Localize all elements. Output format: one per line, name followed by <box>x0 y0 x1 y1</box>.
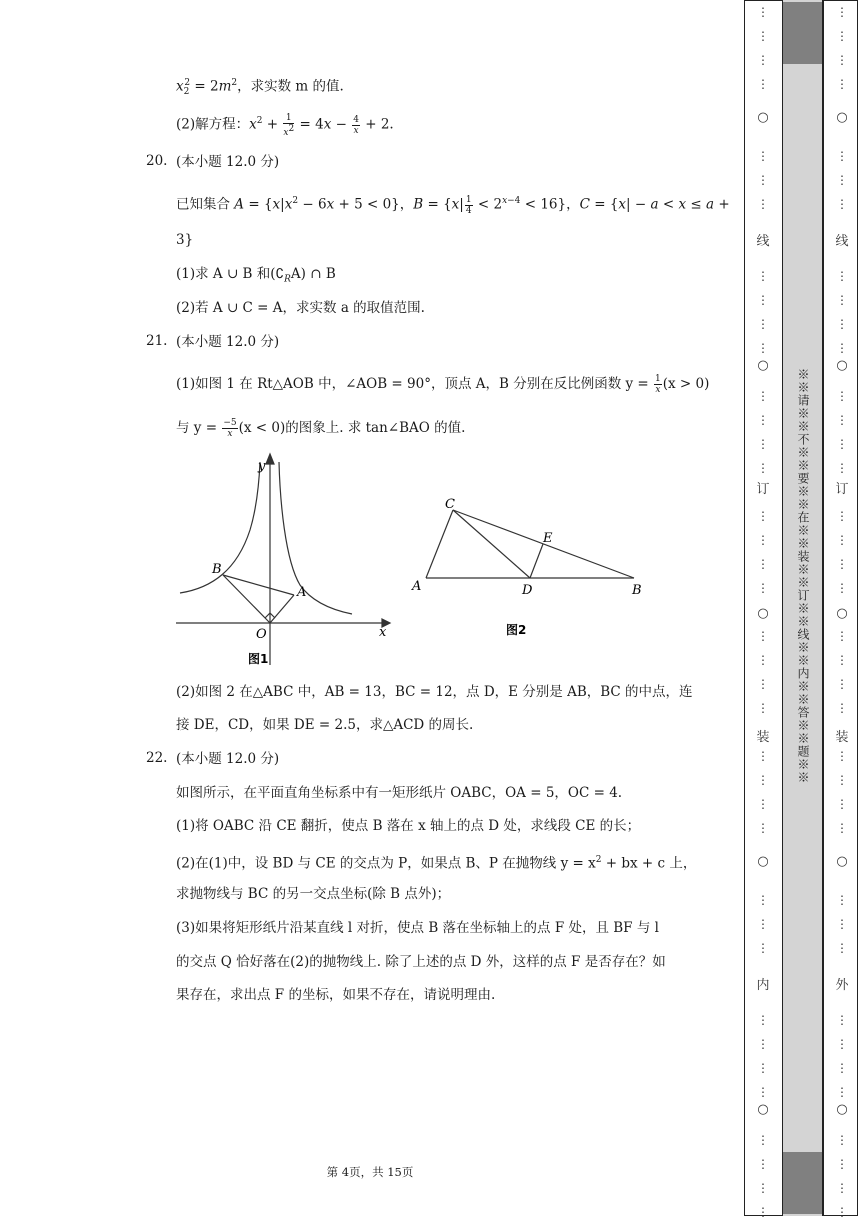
binding-dots: ⋮ <box>757 29 769 43</box>
binding-dots: ⋮ <box>836 653 848 667</box>
binding-dots: ⋮ <box>757 341 769 355</box>
binding-dots: ⋮ <box>836 1061 848 1075</box>
fig1-label-B: B <box>212 562 222 577</box>
binding-dots: ⋮ <box>836 341 848 355</box>
binding-dots: ⋮ <box>836 1157 848 1171</box>
fig2-label-B: B <box>632 583 642 598</box>
figure-1 <box>172 450 392 670</box>
binding-dots: ⋮ <box>757 773 769 787</box>
binding-dots: ⋮ <box>836 917 848 931</box>
binding-dots: ⋮ <box>836 437 848 451</box>
q21-part1-cont: 与 y = $\frac{-5}{x}$ (x < 0)的图象上. 求 tan∠BAO 的值. <box>176 418 466 439</box>
binding-dots: ⋮ <box>836 293 848 307</box>
binding-left-column <box>753 0 773 1219</box>
binding-dots: ⋮ <box>757 149 769 163</box>
binding-dots: ⋮ <box>757 917 769 931</box>
fig2-label-C: C <box>445 497 455 512</box>
binding-dots: ⋮ <box>836 1133 848 1147</box>
binding-dots: ⋮ <box>757 581 769 595</box>
binding-dots: ⋮ <box>836 557 848 571</box>
binding-mark: 线 <box>756 234 770 249</box>
top-dark-block <box>783 2 822 64</box>
fig1-label-O: O <box>256 627 267 642</box>
binding-dots: ⋮ <box>836 5 848 19</box>
binding-dots: ⋮ <box>757 1205 769 1219</box>
q22-intro: 如图所示，在平面直角坐标系中有一矩形纸片 OABC，OA = 5，OC = 4. <box>176 785 623 801</box>
binding-dots: ⋮ <box>836 893 848 907</box>
q21-score: (本小题 12.0 分) <box>176 334 280 350</box>
q22-number: 22. <box>146 750 168 766</box>
binding-dots: ⋮ <box>757 1013 769 1027</box>
binding-dots: ⋮ <box>757 749 769 763</box>
q22-sub2: (2)在(1)中，设 BD 与 CE 的交点为 P，如果点 B、P 在抛物线 $y = x^2$ + bx + c 上， <box>176 855 697 872</box>
binding-dots: ⋮ <box>836 389 848 403</box>
binding-circle: ○ <box>836 854 848 869</box>
binding-dots: ⋮ <box>836 413 848 427</box>
binding-dots: ⋮ <box>836 821 848 835</box>
bottom-dark-block <box>783 1152 822 1214</box>
binding-dots: ⋮ <box>757 389 769 403</box>
binding-dots: ⋮ <box>757 461 769 475</box>
binding-dots: ⋮ <box>757 1157 769 1171</box>
binding-dots: ⋮ <box>836 677 848 691</box>
binding-dots: ⋮ <box>836 197 848 211</box>
binding-dots: ⋮ <box>836 1013 848 1027</box>
y-axis-arrow <box>266 454 274 464</box>
page-footer: 第 4页，共 15页 <box>326 1165 414 1179</box>
q20-sets: 已知集合 $A = \{x|x^2 - 6x + 5 < 0\}$，B = {x| $\frac{1}{4}$ < $2^{x-4} < 16$}，C = {x| − a < x ≤ a + <box>176 194 730 216</box>
binding-circle: ○ <box>757 110 769 125</box>
binding-mark: 装 <box>756 730 770 745</box>
binding-dots: ⋮ <box>757 173 769 187</box>
binding-circle: ○ <box>836 358 848 373</box>
binding-dots: ⋮ <box>757 1181 769 1195</box>
binding-dots: ⋮ <box>757 1037 769 1051</box>
binding-circle: ○ <box>836 606 848 621</box>
binding-circle: ○ <box>757 854 769 869</box>
fig1-caption: 图1 <box>248 652 269 666</box>
binding-dots: ⋮ <box>836 149 848 163</box>
q21-number: 21. <box>146 333 168 349</box>
fig2-caption: 图2 <box>506 623 527 637</box>
binding-dots: ⋮ <box>757 53 769 67</box>
binding-dots: ⋮ <box>836 317 848 331</box>
binding-dots: ⋮ <box>836 941 848 955</box>
binding-dots: ⋮ <box>757 1061 769 1075</box>
binding-mark: 订 <box>756 482 770 497</box>
binding-dots: ⋮ <box>757 509 769 523</box>
binding-dots: ⋮ <box>757 533 769 547</box>
fig1-label-y: y <box>258 459 266 474</box>
binding-dots: ⋮ <box>757 77 769 91</box>
binding-dots: ⋮ <box>836 1205 848 1219</box>
binding-circle: ○ <box>757 1102 769 1117</box>
binding-dots: ⋮ <box>757 557 769 571</box>
q21-part1: (1)如图 1 在 Rt△AOB 中，∠AOB = 90°，顶点 A，B 分别在反比例函数 y = $\frac{1}{x}$ (x > 0) <box>176 374 710 395</box>
binding-dots: ⋮ <box>836 1085 848 1099</box>
fig2-label-E: E <box>543 531 553 546</box>
binding-dots: ⋮ <box>836 749 848 763</box>
binding-dots: ⋮ <box>757 893 769 907</box>
binding-dots: ⋮ <box>757 941 769 955</box>
fig2-label-A: A <box>412 579 422 594</box>
q20-sets-cont: 3} <box>176 232 194 248</box>
binding-dots: ⋮ <box>836 533 848 547</box>
binding-dots: ⋮ <box>836 581 848 595</box>
binding-dots: ⋮ <box>757 677 769 691</box>
q22-sub3: (3)如果将矩形纸片沿某直线 l 对折，使点 B 落在坐标轴上的点 F 处，且 BF 与 l <box>176 920 659 936</box>
q20-number: 20. <box>146 153 168 169</box>
fig1-label-x: x <box>379 625 387 640</box>
fig2-label-D: D <box>522 583 533 598</box>
segment-AB <box>223 575 294 595</box>
q19-part2: (2)解方程：$x^2$ + $\frac{1}{x^2}$ = 4x − $\frac{4}{x}$ + 2. <box>176 112 394 138</box>
binding-mark: 订 <box>835 482 849 497</box>
binding-dots: ⋮ <box>836 461 848 475</box>
binding-dots: ⋮ <box>757 629 769 643</box>
q20-score: (本小题 12.0 分) <box>176 154 280 170</box>
binding-dots: ⋮ <box>757 653 769 667</box>
binding-dots: ⋮ <box>836 53 848 67</box>
binding-circle: ○ <box>836 110 848 125</box>
binding-dots: ⋮ <box>836 1037 848 1051</box>
binding-dots: ⋮ <box>757 317 769 331</box>
q22-score: (本小题 12.0 分) <box>176 751 280 767</box>
binding-dots: ⋮ <box>757 269 769 283</box>
segment-AC <box>426 510 453 578</box>
binding-dots: ⋮ <box>757 701 769 715</box>
q22-sub3-cont2: 果存在，求出点 F 的坐标，如果不存在，请说明理由. <box>176 987 496 1003</box>
binding-dots: ⋮ <box>836 701 848 715</box>
binding-dots: ⋮ <box>836 29 848 43</box>
binding-circle: ○ <box>757 606 769 621</box>
binding-mark: 内 <box>756 978 770 993</box>
binding-mark: 线 <box>835 234 849 249</box>
binding-right-column <box>832 0 852 1219</box>
segment-CD <box>453 510 530 578</box>
binding-dots: ⋮ <box>836 629 848 643</box>
binding-dots: ⋮ <box>757 5 769 19</box>
binding-dots: ⋮ <box>836 77 848 91</box>
q22-sub1: (1)将 OABC 沿 CE 翻折，使点 B 落在 x 轴上的点 D 处，求线段 CE 的长； <box>176 818 641 834</box>
binding-dots: ⋮ <box>836 509 848 523</box>
q20-sub1: (1)求 A ∪ B 和$(∁_RA)$ ∩ B <box>176 266 336 285</box>
binding-warning: ※※请※※不※※要※※在※※装※※订※※线※※内※※答※※题※※ <box>796 368 810 784</box>
binding-circle: ○ <box>757 358 769 373</box>
right-hyperbola <box>279 462 352 614</box>
binding-mark: 装 <box>835 730 849 745</box>
binding-mark: 外 <box>835 978 849 993</box>
binding-dots: ⋮ <box>757 197 769 211</box>
binding-circle: ○ <box>836 1102 848 1117</box>
binding-dots: ⋮ <box>836 173 848 187</box>
q22-sub3-cont1: 的交点 Q 恰好落在(2)的抛物线上. 除了上述的点 D 外，这样的点 F 是否存在？如 <box>176 954 666 970</box>
q21-part2-cont: 接 DE，CD，如果 DE = 2.5，求△ACD 的周长. <box>176 717 474 733</box>
binding-dots: ⋮ <box>836 773 848 787</box>
q20-sub2: (2)若 A ∪ C = A，求实数 a 的取值范围. <box>176 300 425 316</box>
binding-dots: ⋮ <box>757 1133 769 1147</box>
figure-2 <box>408 490 648 650</box>
binding-dots: ⋮ <box>757 437 769 451</box>
binding-dots: ⋮ <box>757 797 769 811</box>
fig1-label-A: A <box>297 585 307 600</box>
binding-dots: ⋮ <box>757 413 769 427</box>
binding-dots: ⋮ <box>757 1085 769 1099</box>
binding-dots: ⋮ <box>757 821 769 835</box>
binding-dots: ⋮ <box>836 1181 848 1195</box>
q21-part2: (2)如图 2 在△ABC 中，AB = 13，BC = 12，点 D，E 分别是 AB，BC 的中点，连 <box>176 684 693 700</box>
q19-continued-line: $x_2^2 = 2m^2$，求实数 m 的值. <box>176 78 344 98</box>
binding-dots: ⋮ <box>836 797 848 811</box>
q22-sub2-cont: 求抛物线与 BC 的另一交点坐标(除 B 点外)； <box>176 886 451 902</box>
binding-dots: ⋮ <box>836 269 848 283</box>
segment-DE <box>530 544 543 578</box>
segment-OA <box>270 595 294 623</box>
strip-divider-2 <box>822 0 824 1216</box>
binding-dots: ⋮ <box>757 293 769 307</box>
